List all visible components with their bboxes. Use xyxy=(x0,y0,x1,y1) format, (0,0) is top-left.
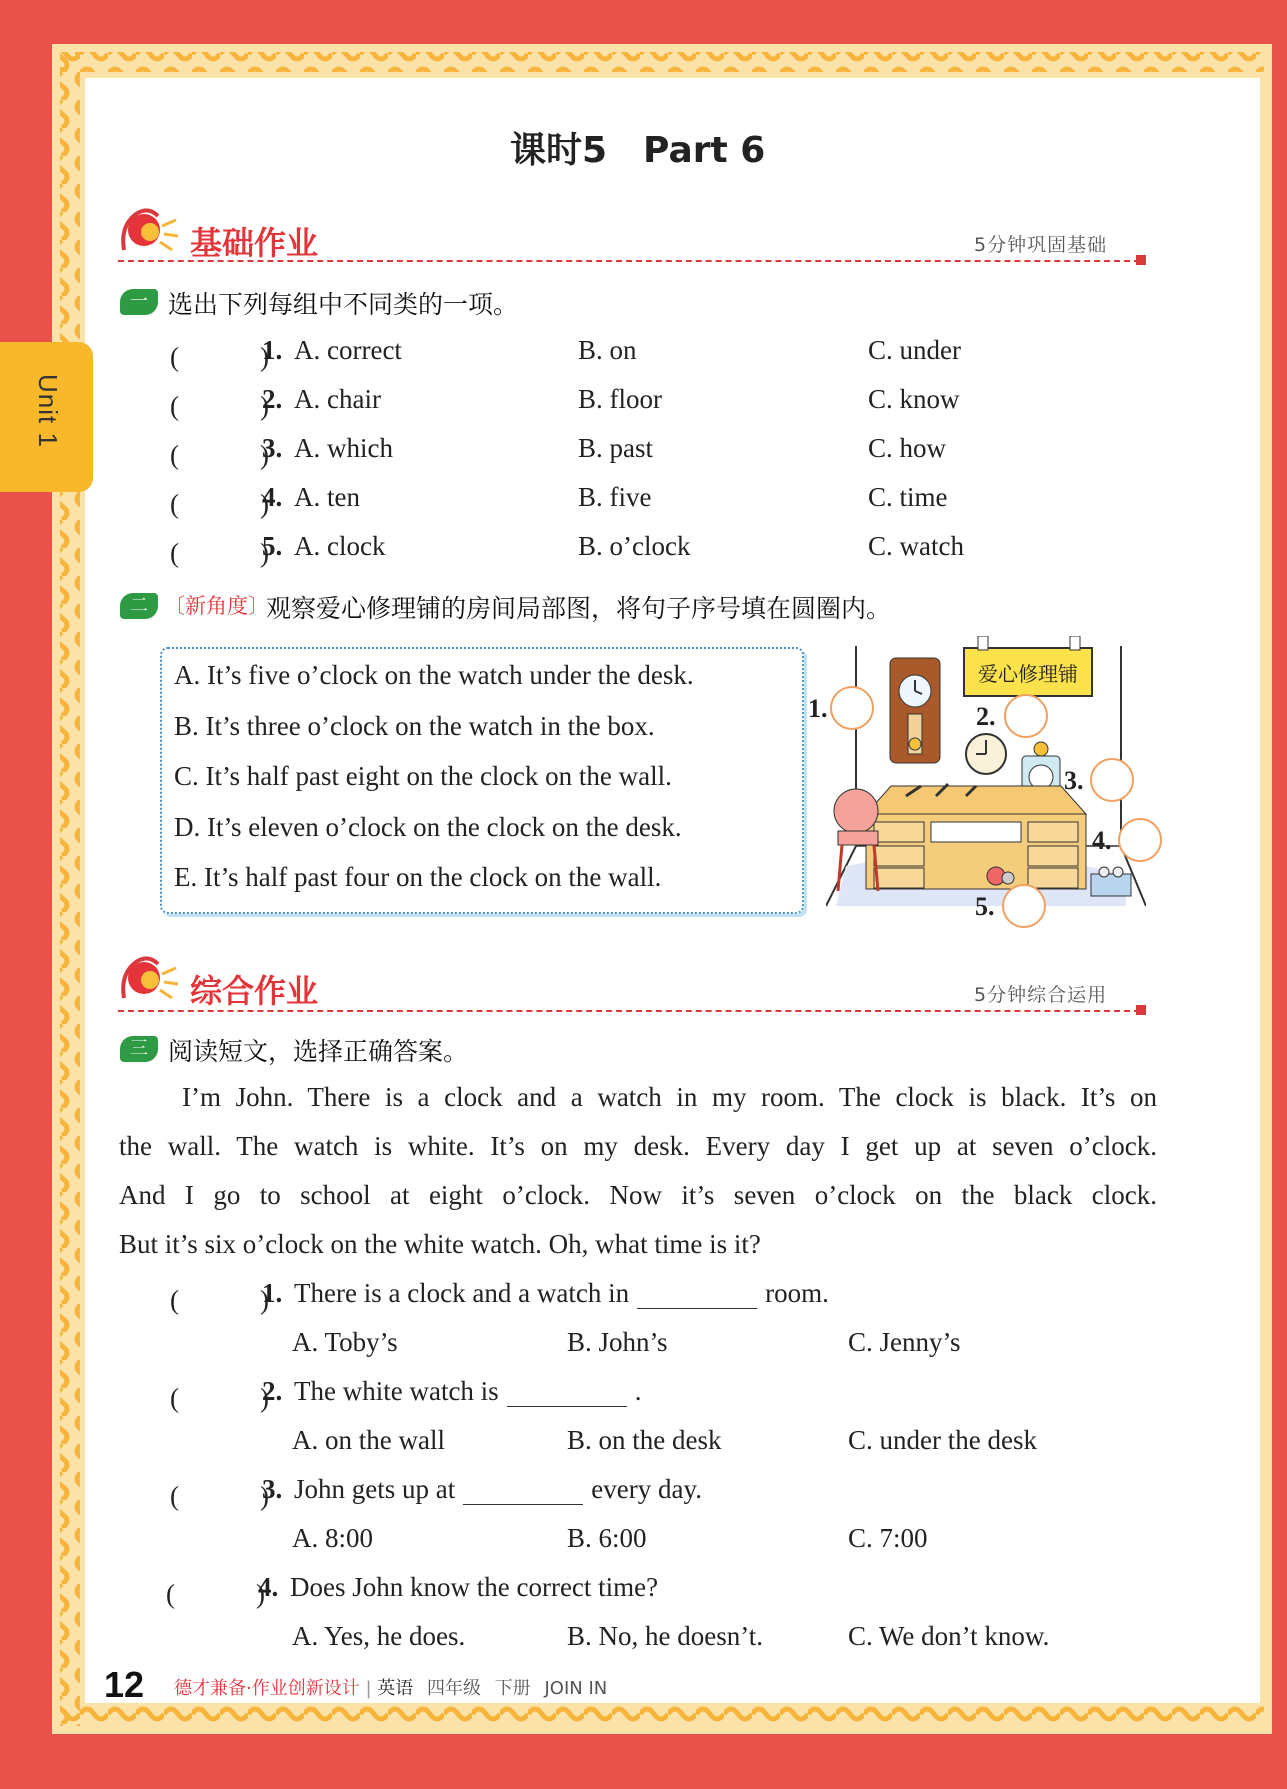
question-number: 4. xyxy=(258,1572,279,1602)
question-number: 3. xyxy=(262,433,283,463)
answer-bracket[interactable]: ( ) xyxy=(170,538,269,568)
question-number: 4. xyxy=(262,482,283,512)
section-subtitle-comprehensive: 5分钟综合运用 xyxy=(974,984,1108,1006)
question-text-end: room. xyxy=(765,1278,829,1308)
sentence-option: A. It’s five o’clock on the watch under the desk. xyxy=(174,660,694,690)
pic-label-4: 4. xyxy=(1092,826,1112,855)
new-angle-tag: 〔新角度〕 xyxy=(164,594,269,618)
divider-cap xyxy=(1136,1005,1146,1015)
option-b: B. past xyxy=(578,433,654,463)
section-clown-icon xyxy=(118,954,180,1006)
section-title-basic: 基础作业 xyxy=(190,224,319,262)
page-number: 12 xyxy=(104,1664,145,1705)
unit-tab[interactable] xyxy=(0,342,93,492)
passage-line: But it’s six o’clock on the white watch. Oh, what time is it? xyxy=(119,1229,761,1259)
answer-circle-2[interactable] xyxy=(1004,694,1048,738)
option-a: A. which xyxy=(294,433,393,463)
wall-clock-icon xyxy=(890,658,940,763)
footer-series: 德才兼备·作业创新设计 xyxy=(174,1678,360,1699)
part-badge-2: 二 xyxy=(120,593,158,619)
divider-cap xyxy=(1136,255,1146,265)
option-c: C. time xyxy=(868,482,948,512)
passage-line: the wall. The watch is white. It’s on my desk. Every day I get up at seven o’clock. xyxy=(119,1131,1157,1161)
pic-label-2: 2. xyxy=(976,702,996,731)
question-number: 1. xyxy=(262,335,283,365)
option-b: B. five xyxy=(578,482,652,512)
option-a: A. on the wall xyxy=(292,1425,445,1455)
pic-label-3: 3. xyxy=(1064,766,1084,795)
section-title-comprehensive: 综合作业 xyxy=(190,972,319,1010)
footer-subject: 英语 xyxy=(377,1678,414,1699)
option-b: B. John’s xyxy=(567,1327,668,1357)
question-text: There is a clock and a watch in xyxy=(294,1278,630,1308)
option-b: B. o’clock xyxy=(578,531,691,561)
answer-bracket[interactable]: ( ) xyxy=(170,342,269,372)
fill-blank[interactable] xyxy=(463,1480,583,1505)
pic-label-5: 5. xyxy=(975,892,995,921)
part2-instruction: 观察爱心修理铺的房间局部图，将句子序号填在圆圈内。 xyxy=(266,594,892,623)
question-number: 2. xyxy=(262,1376,283,1406)
option-c: C. watch xyxy=(868,531,964,561)
option-a: A. correct xyxy=(294,335,402,365)
question-stem xyxy=(290,1572,658,1603)
answer-bracket[interactable]: ( ) xyxy=(170,1285,269,1315)
footer-edition: JOIN IN xyxy=(544,1678,608,1699)
answer-bracket[interactable]: ( ) xyxy=(170,489,269,519)
question-text: Does John know the correct time? xyxy=(290,1572,659,1602)
answer-bracket[interactable]: ( ) xyxy=(170,1481,269,1511)
section-divider xyxy=(118,260,1140,262)
option-a: A. 8:00 xyxy=(292,1523,373,1553)
desk-icon xyxy=(866,784,1086,889)
option-c: C. how xyxy=(868,433,947,463)
section-clown-icon xyxy=(118,206,180,258)
sentence-option: C. It’s half past eight on the clock on the wall. xyxy=(174,761,672,791)
option-c: C. Jenny’s xyxy=(848,1327,961,1357)
part1-instruction: 选出下列每组中不同类的一项。 xyxy=(168,290,519,319)
pic-label-1: 1. xyxy=(808,694,828,723)
fill-blank[interactable] xyxy=(637,1284,757,1309)
option-a: A. Toby’s xyxy=(292,1327,398,1357)
answer-circle-5[interactable] xyxy=(1002,884,1046,928)
passage-line: And I go to school at eight o’clock. Now it’s seven o’clock on the black clock. xyxy=(119,1180,1157,1210)
answer-bracket[interactable]: ( ) xyxy=(170,440,269,470)
fill-blank[interactable] xyxy=(507,1382,627,1407)
sentence-option: D. It’s eleven o’clock on the clock on the desk. xyxy=(174,811,682,842)
option-b: B. No, he doesn’t. xyxy=(567,1621,763,1651)
question-stem xyxy=(294,1376,641,1407)
answer-bracket[interactable]: ( ) xyxy=(170,1383,269,1413)
question-text-end: every day. xyxy=(591,1474,702,1504)
question-number: 3. xyxy=(262,1474,283,1504)
option-a: A. chair xyxy=(294,384,381,414)
question-number: 5. xyxy=(262,531,283,561)
question-stem xyxy=(294,1278,829,1309)
question-text: John gets up at xyxy=(294,1474,456,1504)
option-b: B. on xyxy=(578,335,637,365)
desk-clock-icon xyxy=(966,734,1006,774)
part3-instruction: 阅读短文，选择正确答案。 xyxy=(168,1037,469,1066)
answer-circle-4[interactable] xyxy=(1118,818,1162,862)
answer-circle-3[interactable] xyxy=(1090,758,1134,802)
sentence-option: B. It’s three o’clock on the watch in the box. xyxy=(174,710,655,741)
footer-series-info: 德才兼备·作业创新设计 | 英语 四年级 下册 JOIN IN xyxy=(174,1678,608,1699)
answer-circle-1[interactable] xyxy=(830,686,874,730)
answer-bracket[interactable]: ( ) xyxy=(166,1579,265,1609)
part-badge-1: 一 xyxy=(120,289,158,315)
footer-term: 下册 xyxy=(494,1678,531,1699)
question-text-end: . xyxy=(634,1376,642,1406)
passage-line: I’m John. There is a clock and a watch in my room. The clock is black. It’s on xyxy=(182,1082,1157,1112)
footer-grade: 四年级 xyxy=(427,1678,482,1699)
option-a: A. ten xyxy=(294,482,360,512)
option-c: C. We don’t know. xyxy=(848,1621,1050,1651)
sentence-option: E. It’s half past four on the clock on the wall. xyxy=(174,862,662,892)
answer-bracket[interactable]: ( ) xyxy=(170,391,269,421)
option-a: A. Yes, he does. xyxy=(292,1621,466,1651)
option-c: C. 7:00 xyxy=(848,1523,928,1553)
option-a: A. clock xyxy=(294,531,386,561)
option-b: B. floor xyxy=(578,384,662,414)
question-stem xyxy=(294,1474,702,1505)
option-c: C. know xyxy=(868,384,960,414)
option-b: B. on the desk xyxy=(567,1425,722,1455)
page-title: 课时5 Part 6 xyxy=(510,130,766,171)
section-subtitle-basic: 5分钟巩固基础 xyxy=(974,234,1108,256)
option-b: B. 6:00 xyxy=(567,1523,647,1553)
part-badge-3: 三 xyxy=(120,1036,158,1062)
unit-tab-label: Unit 1 xyxy=(33,374,63,448)
shop-sign-text: 爱心修理铺 xyxy=(978,662,1078,686)
question-number: 1. xyxy=(262,1278,283,1308)
option-c: C. under xyxy=(868,335,961,365)
option-c: C. under the desk xyxy=(848,1425,1037,1455)
question-number: 2. xyxy=(262,384,283,414)
question-text: The white watch is xyxy=(294,1376,499,1406)
section-divider xyxy=(118,1010,1140,1012)
